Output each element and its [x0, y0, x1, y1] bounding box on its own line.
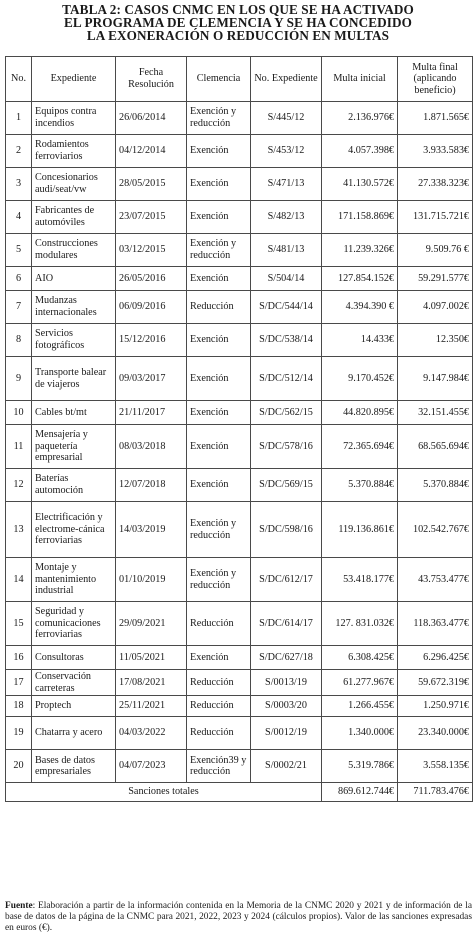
table-row [6, 291, 473, 324]
table-row [6, 201, 473, 234]
table-row [6, 750, 473, 783]
cell-num-expediente: S/481/13 [251, 234, 322, 267]
cell-expediente: Seguridad y comunicaciones ferroviarias [32, 602, 116, 646]
table-row [6, 357, 473, 401]
table-row [6, 425, 473, 469]
cell-multa-final: 9.147.984€ [398, 357, 473, 401]
table-row [6, 234, 473, 267]
cell-no: 10 [6, 401, 32, 425]
cell-no: 16 [6, 646, 32, 670]
cell-fecha: 26/06/2014 [116, 102, 187, 135]
cell-num-expediente: S/445/12 [251, 102, 322, 135]
title-line-1: TABLA 2: CASOS CNMC EN LOS QUE SE HA ACTIVADO [62, 2, 414, 17]
total-multa-inicial: 869.612.744€ [322, 783, 398, 802]
cell-expediente: Montaje y mantenimiento industrial [32, 558, 116, 602]
cell-expediente: Electrificación y electrome-cánica ferroviarias [32, 502, 116, 558]
cell-clemencia: Exención [187, 425, 251, 469]
cell-num-expediente: S/453/12 [251, 135, 322, 168]
cell-fecha: 14/03/2019 [116, 502, 187, 558]
cell-clemencia: Exención [187, 401, 251, 425]
cell-multa-final: 1.250.971€ [398, 696, 473, 717]
cell-no: 2 [6, 135, 32, 168]
cell-expediente: Equipos contra incendios [32, 102, 116, 135]
cell-expediente: Baterías automoción [32, 469, 116, 502]
cell-no: 18 [6, 696, 32, 717]
cell-multa-final: 1.871.565€ [398, 102, 473, 135]
cell-clemencia: Exención y reducción [187, 558, 251, 602]
header-fecha: Fecha Resolución [116, 57, 187, 102]
cell-expediente: Cables bt/mt [32, 401, 116, 425]
cell-clemencia: Reducción [187, 291, 251, 324]
cell-no: 8 [6, 324, 32, 357]
header-num-expediente: No. Expediente [251, 57, 322, 102]
cell-multa-final: 32.151.455€ [398, 401, 473, 425]
table-row [6, 502, 473, 558]
cell-expediente: Transporte balear de viajeros [32, 357, 116, 401]
cell-clemencia: Exención [187, 357, 251, 401]
cell-multa-inicial: 4.394.390 € [322, 291, 398, 324]
table-row [6, 135, 473, 168]
cell-multa-final: 102.542.767€ [398, 502, 473, 558]
cell-num-expediente: S/0012/19 [251, 717, 322, 750]
leniency-cases-table [5, 56, 473, 802]
cell-clemencia: Exención [187, 324, 251, 357]
header-clemencia: Clemencia [187, 57, 251, 102]
cell-clemencia: Exención y reducción [187, 102, 251, 135]
cell-multa-final: 27.338.323€ [398, 168, 473, 201]
cell-no: 5 [6, 234, 32, 267]
cell-num-expediente: S/DC/512/14 [251, 357, 322, 401]
cell-fecha: 08/03/2018 [116, 425, 187, 469]
cell-no: 7 [6, 291, 32, 324]
cell-no: 1 [6, 102, 32, 135]
table-row [6, 558, 473, 602]
cell-clemencia: Exención [187, 201, 251, 234]
cell-no: 13 [6, 502, 32, 558]
cell-multa-final: 3.558.135€ [398, 750, 473, 783]
cell-fecha: 01/10/2019 [116, 558, 187, 602]
header-no: No. [6, 57, 32, 102]
cell-fecha: 28/05/2015 [116, 168, 187, 201]
cell-num-expediente: S/0013/19 [251, 670, 322, 696]
table-row [6, 696, 473, 717]
cell-num-expediente: S/DC/578/16 [251, 425, 322, 469]
cell-no: 9 [6, 357, 32, 401]
cell-multa-final: 43.753.477€ [398, 558, 473, 602]
cell-clemencia: Exención [187, 135, 251, 168]
totals-row [6, 783, 473, 802]
source-label: Fuente [5, 901, 33, 911]
cell-expediente: Chatarra y acero [32, 717, 116, 750]
cell-no: 15 [6, 602, 32, 646]
cell-clemencia: Reducción [187, 696, 251, 717]
cell-multa-inicial: 5.370.884€ [322, 469, 398, 502]
cell-multa-inicial: 4.057.398€ [322, 135, 398, 168]
table-header-row [6, 57, 473, 102]
cell-fecha: 17/08/2021 [116, 670, 187, 696]
cell-multa-inicial: 1.340.000€ [322, 717, 398, 750]
table-row [6, 102, 473, 135]
cell-fecha: 04/07/2023 [116, 750, 187, 783]
cell-num-expediente: S/482/13 [251, 201, 322, 234]
cell-multa-inicial: 171.158.869€ [322, 201, 398, 234]
cell-multa-inicial: 127.854.152€ [322, 267, 398, 291]
cell-fecha: 25/11/2021 [116, 696, 187, 717]
cell-multa-inicial: 72.365.694€ [322, 425, 398, 469]
title-line-3: LA EXONERACIÓN O REDUCCIÓN EN MULTAS [86, 28, 390, 43]
cell-num-expediente: S/DC/612/17 [251, 558, 322, 602]
cell-num-expediente: S/DC/569/15 [251, 469, 322, 502]
source-text: : Elaboración a partir de la información contenida en la Memoria de la CNMC 2020 y 2021 y de información de la base de datos de la página de la CNMC para 2021, 2022, 2023 y 2024 (cálculos propios). Valor de las sanciones expresadas en euros (€). [5, 901, 472, 933]
cell-clemencia: Reducción [187, 717, 251, 750]
cell-multa-final: 5.370.884€ [398, 469, 473, 502]
cell-expediente: Mudanzas internacionales [32, 291, 116, 324]
cell-multa-final: 4.097.002€ [398, 291, 473, 324]
cell-clemencia: Reducción [187, 602, 251, 646]
cell-num-expediente: S/0002/21 [251, 750, 322, 783]
cell-fecha: 21/11/2017 [116, 401, 187, 425]
cell-clemencia: Exención39 y reducción [187, 750, 251, 783]
cell-num-expediente: S/DC/598/16 [251, 502, 322, 558]
header-multa-final: Multa final (aplicando beneficio) [398, 57, 473, 102]
title-line-2: EL PROGRAMA DE CLEMENCIA Y SE HA CONCEDIDO [64, 15, 412, 30]
cell-no: 19 [6, 717, 32, 750]
cell-num-expediente: S/DC/562/15 [251, 401, 322, 425]
cell-multa-final: 6.296.425€ [398, 646, 473, 670]
cell-multa-final: 3.933.583€ [398, 135, 473, 168]
cell-no: 4 [6, 201, 32, 234]
cell-multa-inicial: 5.319.786€ [322, 750, 398, 783]
cell-multa-inicial: 6.308.425€ [322, 646, 398, 670]
cell-multa-final: 59.672.319€ [398, 670, 473, 696]
cell-fecha: 04/03/2022 [116, 717, 187, 750]
cell-expediente: Fabricantes de automóviles [32, 201, 116, 234]
cell-multa-final: 23.340.000€ [398, 717, 473, 750]
cell-multa-inicial: 44.820.895€ [322, 401, 398, 425]
cell-no: 14 [6, 558, 32, 602]
cell-num-expediente: S/DC/627/18 [251, 646, 322, 670]
cell-multa-inicial: 61.277.967€ [322, 670, 398, 696]
cell-fecha: 29/09/2021 [116, 602, 187, 646]
table-body [6, 102, 473, 783]
cell-expediente: Bases de datos empresariales [32, 750, 116, 783]
cell-no: 3 [6, 168, 32, 201]
cell-expediente: Proptech [32, 696, 116, 717]
table-row [6, 168, 473, 201]
cell-num-expediente: S/DC/538/14 [251, 324, 322, 357]
table-title [0, 0, 476, 44]
table-row [6, 646, 473, 670]
cell-expediente: AIO [32, 267, 116, 291]
cell-expediente: Rodamientos ferroviarios [32, 135, 116, 168]
cell-fecha: 09/03/2017 [116, 357, 187, 401]
header-multa-inicial: Multa inicial [322, 57, 398, 102]
cell-clemencia: Reducción [187, 670, 251, 696]
cell-clemencia: Exención y reducción [187, 502, 251, 558]
table-row [6, 324, 473, 357]
table-row [6, 469, 473, 502]
cell-no: 12 [6, 469, 32, 502]
source-note [5, 901, 472, 934]
cell-no: 17 [6, 670, 32, 696]
cell-multa-inicial: 53.418.177€ [322, 558, 398, 602]
cell-expediente: Conservación carreteras [32, 670, 116, 696]
cell-clemencia: Exención [187, 267, 251, 291]
cell-multa-final: 9.509.76 € [398, 234, 473, 267]
cell-fecha: 15/12/2016 [116, 324, 187, 357]
cell-num-expediente: S/DC/544/14 [251, 291, 322, 324]
cell-clemencia: Exención [187, 646, 251, 670]
cell-expediente: Construcciones modulares [32, 234, 116, 267]
cell-multa-final: 12.350€ [398, 324, 473, 357]
cell-no: 20 [6, 750, 32, 783]
cell-no: 6 [6, 267, 32, 291]
cell-multa-inicial: 11.239.326€ [322, 234, 398, 267]
cell-clemencia: Exención y reducción [187, 234, 251, 267]
cell-multa-final: 118.363.477€ [398, 602, 473, 646]
cell-multa-inicial: 2.136.976€ [322, 102, 398, 135]
cell-multa-inicial: 127. 831.032€ [322, 602, 398, 646]
cell-fecha: 03/12/2015 [116, 234, 187, 267]
cell-clemencia: Exención [187, 168, 251, 201]
table-row [6, 267, 473, 291]
cell-clemencia: Exención [187, 469, 251, 502]
cell-fecha: 06/09/2016 [116, 291, 187, 324]
cell-multa-final: 68.565.694€ [398, 425, 473, 469]
cell-num-expediente: S/504/14 [251, 267, 322, 291]
table-row [6, 717, 473, 750]
cell-multa-inicial: 14.433€ [322, 324, 398, 357]
table-row [6, 401, 473, 425]
total-multa-final: 711.783.476€ [398, 783, 473, 802]
cell-multa-inicial: 119.136.861€ [322, 502, 398, 558]
cell-fecha: 12/07/2018 [116, 469, 187, 502]
table-row [6, 602, 473, 646]
header-expediente: Expediente [32, 57, 116, 102]
cell-fecha: 04/12/2014 [116, 135, 187, 168]
cell-expediente: Mensajería y paquetería empresarial [32, 425, 116, 469]
cell-multa-inicial: 9.170.452€ [322, 357, 398, 401]
cell-no: 11 [6, 425, 32, 469]
cell-fecha: 11/05/2021 [116, 646, 187, 670]
cell-num-expediente: S/DC/614/17 [251, 602, 322, 646]
cell-num-expediente: S/0003/20 [251, 696, 322, 717]
cell-multa-inicial: 41.130.572€ [322, 168, 398, 201]
cell-expediente: Servicios fotográficos [32, 324, 116, 357]
cell-multa-final: 59.291.577€ [398, 267, 473, 291]
cell-num-expediente: S/471/13 [251, 168, 322, 201]
table-row [6, 670, 473, 696]
cell-fecha: 26/05/2016 [116, 267, 187, 291]
totals-label: Sanciones totales [6, 783, 322, 802]
cell-fecha: 23/07/2015 [116, 201, 187, 234]
cell-expediente: Concesionarios audi/seat/vw [32, 168, 116, 201]
cell-multa-final: 131.715.721€ [398, 201, 473, 234]
cell-multa-inicial: 1.266.455€ [322, 696, 398, 717]
cell-expediente: Consultoras [32, 646, 116, 670]
